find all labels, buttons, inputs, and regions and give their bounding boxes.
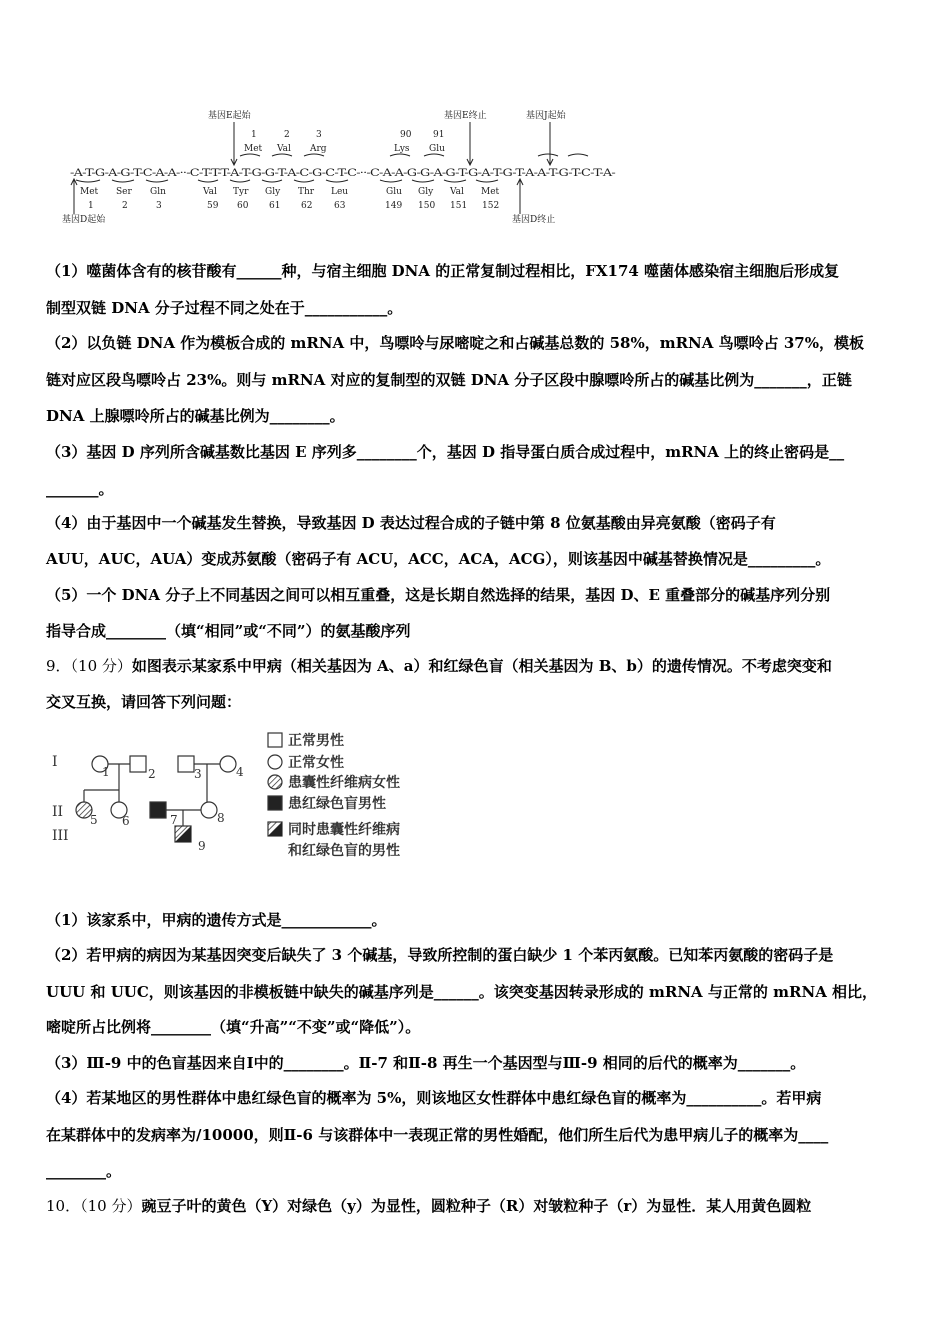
legend-normal-male: 正常男性 xyxy=(288,733,344,749)
id-8: 8 xyxy=(217,811,225,825)
q8-line-10: （5）一个 DNA 分子上不同基因之间可以相互重叠，这是长期自然选择的结果，基因 D、E 重叠部分的碱基序列分别 xyxy=(46,586,831,604)
id-2: 2 xyxy=(148,767,156,781)
gen-label-ii: II xyxy=(52,804,64,820)
id-5: 5 xyxy=(90,813,98,827)
legend-cf-female: 患囊性纤维病女性 xyxy=(288,775,400,791)
q8-line-7: _______。 xyxy=(46,480,114,498)
pedigree-figure xyxy=(46,724,446,874)
label-e-start: 基因E起始 xyxy=(208,111,251,121)
label-d-end: 基因D终止 xyxy=(512,215,556,225)
individual-i-2 xyxy=(130,756,146,772)
top-num-3: 3 xyxy=(316,130,322,140)
id-3: 3 xyxy=(194,767,202,781)
q8-line-3: （2）以负链 DNA 作为模板合成的 mRNA 中，鸟嘌呤与尿嘧啶之和占碱基总数的 58%，mRNA 鸟嘌呤占 37%，模板 xyxy=(46,334,864,352)
individual-ii-7 xyxy=(150,802,166,818)
top-num-2: 2 xyxy=(284,130,290,140)
q8-line-6: （3）基因 D 序列所含碱基数比基因 E 序列多________个，基因 D 指导蛋白质合成过程中，mRNA 上的终止密码是__ xyxy=(46,443,845,461)
top-aa-met: Met xyxy=(244,144,263,154)
label-j-start: 基因J起始 xyxy=(526,111,566,121)
bottom-aa-val-151: Val xyxy=(450,187,464,197)
q8-line-5: DNA 上腺嘌呤所占的碱基比例为________。 xyxy=(46,407,345,425)
q8-line-2: 制型双链 DNA 分子过程不同之处在于___________。 xyxy=(46,299,403,317)
bottom-aa-gly-150: Gly xyxy=(418,187,434,197)
bottom-aa-glu: Glu xyxy=(386,187,402,197)
id-7: 7 xyxy=(170,813,178,827)
bottom-num-1: 1 xyxy=(88,201,94,211)
q9-stem-line-2: 交叉互换，请回答下列问题： xyxy=(46,693,242,711)
gen-label-iii: III xyxy=(52,828,69,844)
bottom-aa-val-59: Val xyxy=(203,187,217,197)
bottom-num-63: 63 xyxy=(334,201,346,211)
top-num-91: 91 xyxy=(433,130,445,140)
q9-line-8: ________。 xyxy=(46,1162,122,1180)
top-num-90: 90 xyxy=(400,130,412,140)
individual-i-4 xyxy=(220,756,236,772)
gene-sequence-figure xyxy=(58,104,628,232)
bottom-num-60: 60 xyxy=(237,201,249,211)
legend-both-line-1: 同时患囊性纤维病 xyxy=(288,822,400,838)
label-d-start: 基因D起始 xyxy=(62,215,106,225)
q10-number: 10．（10 分） xyxy=(46,1197,142,1215)
bottom-num-151: 151 xyxy=(450,201,468,211)
id-6: 6 xyxy=(122,814,130,828)
bottom-aa-gly-61: Gly xyxy=(265,187,281,197)
gen-label-i: I xyxy=(52,754,58,770)
q9-line-1: （1）该家系中，甲病的遗传方式是____________。 xyxy=(46,911,387,929)
bottom-aa-met-1: Met xyxy=(80,187,99,197)
q10-stem-line-1 xyxy=(46,1196,811,1216)
q9-line-2: （2）若甲病的病因为某基因突变后缺失了 3 个碱基，导致所控制的蛋白缺少 1 个苯丙氨酸。已知苯丙氨酸的密码子是 xyxy=(46,946,834,964)
id-1: 1 xyxy=(102,765,110,779)
q9-line-7: 在某群体中的发病率为/10000，则Ⅱ-6 与该群体中一表现正常的男性婚配，他们所生后代为患甲病儿子的概率为____ xyxy=(46,1126,829,1144)
pedigree-legend xyxy=(268,733,282,836)
legend-normal-female: 正常女性 xyxy=(288,755,344,771)
bottom-num-61: 61 xyxy=(269,201,281,211)
bottom-num-3: 3 xyxy=(156,201,162,211)
q8-line-11: 指导合成________（填“相同”或“不同”）的氨基酸序列 xyxy=(46,622,411,640)
bottom-aa-tyr: Tyr xyxy=(233,187,249,197)
q9-number: 9．（10 分） xyxy=(46,657,132,675)
q8-line-8: （4）由于基因中一个碱基发生替换，导致基因 D 表达过程合成的子链中第 8 位氨基酸由异亮氨酸（密码子有 xyxy=(46,514,776,532)
top-aa-val: Val xyxy=(277,144,291,154)
legend-colorblind-male: 患红绿色盲男性 xyxy=(288,796,386,812)
bottom-aa-thr: Thr xyxy=(298,187,315,197)
id-4: 4 xyxy=(236,765,244,779)
q9-line-5: （3）Ⅲ-9 中的色盲基因来自Ⅰ中的________。Ⅱ-7 和Ⅱ-8 再生一个基因型与Ⅲ-9 相同的后代的概率为_______。 xyxy=(46,1054,806,1072)
bottom-aa-met-152: Met xyxy=(481,187,500,197)
q8-line-1: （1）噬菌体含有的核苷酸有______种，与宿主细胞 DNA 的正常复制过程相比，FX174 噬菌体感染宿主细胞后形成复 xyxy=(46,262,840,280)
top-aa-lys: Lys xyxy=(394,144,410,154)
q9-line-3: UUU 和 UUC，则该基因的非模板链中缺失的碱基序列是______。该突变基因转录形成的 mRNA 与正常的 mRNA 相比， xyxy=(46,983,878,1001)
q8-line-4: 链对应区段鸟嘌呤占 23%。则与 mRNA 对应的复制型的双链 DNA 分子区段中腺嘌呤所占的碱基比例为_______，正链 xyxy=(46,371,852,389)
q9-stem-line-1 xyxy=(46,656,832,676)
q10-stem-text: 豌豆子叶的黄色（Y）对绿色（y）为显性，圆粒种子（R）对皱粒种子（r）为显性．某人用黄色圆粒 xyxy=(141,1197,812,1215)
legend-both-line-2: 和红绿色盲的男性 xyxy=(288,843,400,859)
individual-ii-8 xyxy=(201,802,217,818)
q8-line-9: AUU，AUC，AUA）变成苏氨酸（密码子有 ACU，ACC，ACA，ACG），则该基因中碱基替换情况是_________。 xyxy=(46,550,831,568)
bottom-num-150: 150 xyxy=(418,201,436,211)
top-aa-glu: Glu xyxy=(429,144,445,154)
bottom-num-149: 149 xyxy=(385,201,403,211)
bottom-aa-gln: Gln xyxy=(150,187,166,197)
bottom-num-152: 152 xyxy=(482,201,500,211)
q9-line-6: （4）若某地区的男性群体中患红绿色盲的概率为 5%，则该地区女性群体中患红绿色盲的概率为__________。若甲病 xyxy=(46,1089,822,1107)
id-9: 9 xyxy=(198,839,206,853)
bottom-num-2: 2 xyxy=(122,201,128,211)
bottom-num-62: 62 xyxy=(301,201,313,211)
bottom-num-59: 59 xyxy=(207,201,219,211)
bottom-aa-ser: Ser xyxy=(116,187,132,197)
q9-stem-text: 如图表示某家系中甲病（相关基因为 A、a）和红绿色盲（相关基因为 B、b）的遗传情况。不考虑突变和 xyxy=(131,657,832,675)
label-e-end: 基因E终止 xyxy=(444,111,487,121)
dna-sequence: -A-T-G-A-G-T-C-A-A-··-C-T-T-T-A-T-G-G-T-A-C-G-C-T-C-··-C-A-A-G-G-A-G-T-G-A-T-G-T-A-A-T-G-T-C-T-A- xyxy=(70,168,616,179)
individual-i-3 xyxy=(178,756,194,772)
bottom-aa-leu: Leu xyxy=(331,187,349,197)
q9-line-4: 嘧啶所占比例将________（填“升高”“不变”或“降低”）。 xyxy=(46,1018,421,1036)
top-num-1: 1 xyxy=(251,130,257,140)
top-aa-arg: Arg xyxy=(310,144,327,154)
